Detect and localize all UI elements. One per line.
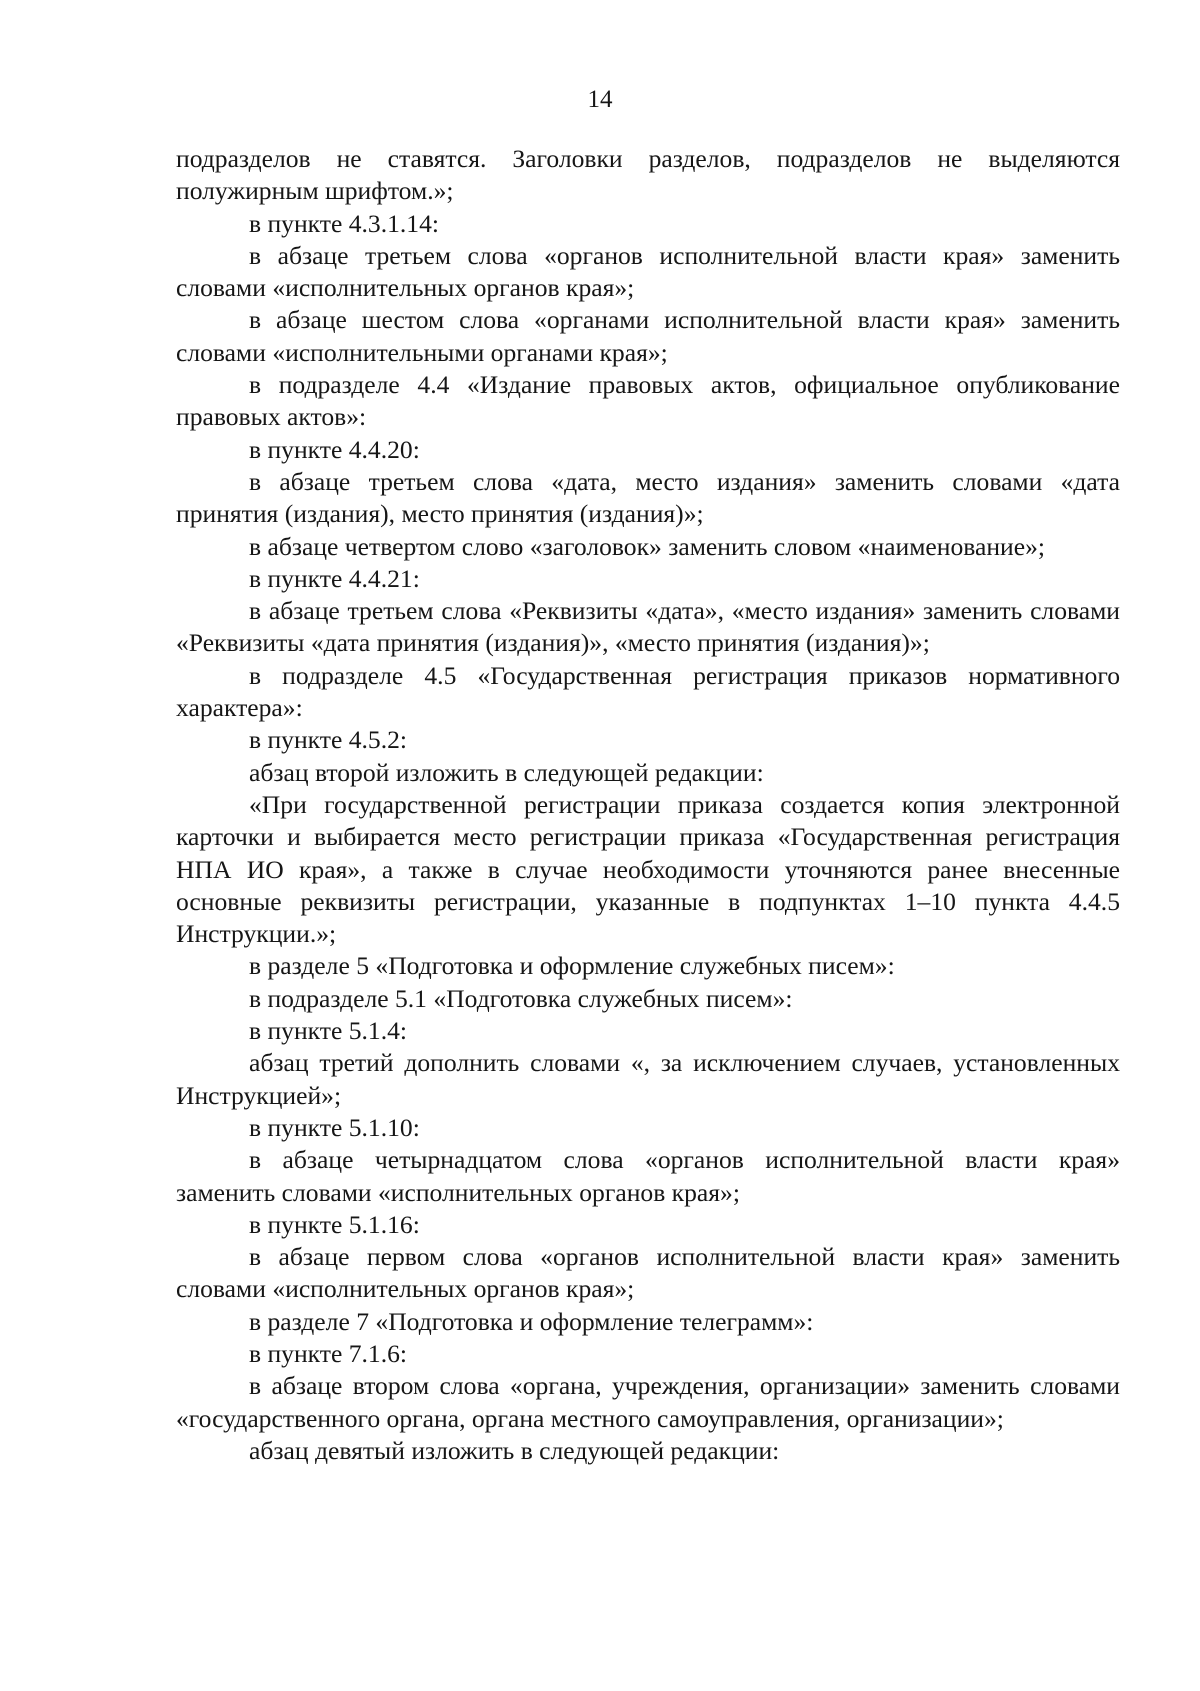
paragraph: в подразделе 4.5 «Государственная регистрация приказов нормативного характера»:	[176, 660, 1120, 723]
paragraph: абзац девятый изложить в следующей редакции:	[249, 1435, 780, 1465]
paragraph: в разделе 5 «Подготовка и оформление служебных писем»:	[249, 951, 895, 981]
paragraph: в абзаце втором слова «органа, учреждения, организации» заменить словами «государственного органа, органа местного самоуправления, организации»;	[176, 1371, 1120, 1433]
paragraph: в абзаце третьем слова «Реквизиты «дата», «место издания» заменить словами «Реквизиты «дата принятия (издания)», «место принятия (издания)»;	[176, 596, 1120, 658]
paragraph: в абзаце четвертом слово «заголовок» заменить словом «наименование»;	[249, 531, 1046, 561]
paragraph: в пункте 5.1.16:	[249, 1209, 420, 1239]
paragraph: абзац третий дополнить словами «, за исключением случаев, установленных Инструкцией»;	[176, 1048, 1120, 1110]
page-number: 14	[587, 86, 613, 113]
paragraph: в абзаце третьем слова «дата, место издания» заменить словами «дата принятия (издания), место принятия (издания)»;	[176, 466, 1120, 529]
paragraph: в абзаце четырнадцатом слова «органов исполнительной власти края» заменить словами «исполнительных органов края»;	[176, 1145, 1120, 1207]
paragraph: в абзаце первом слова «органов исполнительной власти края» заменить словами «исполнительных органов края»;	[176, 1242, 1120, 1304]
paragraph: в абзаце третьем слова «органов исполнительной власти края» заменить словами «исполнительных органов края»;	[176, 240, 1120, 303]
paragraph: в пункте 4.3.1.14:	[249, 208, 440, 238]
document-body	[176, 143, 1120, 1467]
paragraph: подразделов не ставятся. Заголовки разделов, подразделов не выделяются полужирным шрифтом.»;	[176, 144, 1120, 206]
paragraph: в пункте 4.5.2:	[249, 725, 408, 755]
paragraph: «При государственной регистрации приказа создается копия электронной карточки и выбирается место регистрации приказа «Государственная регистрация НПА ИО края», а также в случае необходимости уточняются ранее внесенные основные реквизиты регистрации, указанные в подпунктах 1–10 пункта 4.4.5 Инструкции.»;	[176, 789, 1120, 949]
paragraph: в абзаце шестом слова «органами исполнительной власти края» заменить словами «исполнительными органами края»;	[176, 305, 1120, 367]
paragraph: в подразделе 5.1 «Подготовка служебных писем»:	[249, 983, 793, 1013]
paragraph: в пункте 5.1.10:	[249, 1112, 420, 1142]
paragraph: в пункте 7.1.6:	[249, 1338, 408, 1368]
paragraph: в подразделе 4.4 «Издание правовых актов, официальное опубликование правовых актов»:	[176, 370, 1120, 432]
paragraph: в пункте 4.4.21:	[249, 563, 420, 593]
paragraph: абзац второй изложить в следующей редакции:	[249, 757, 764, 787]
paragraph: в пункте 4.4.20:	[249, 434, 420, 464]
paragraph: в разделе 7 «Подготовка и оформление телеграмм»:	[249, 1306, 814, 1336]
paragraph: в пункте 5.1.4:	[249, 1016, 408, 1046]
